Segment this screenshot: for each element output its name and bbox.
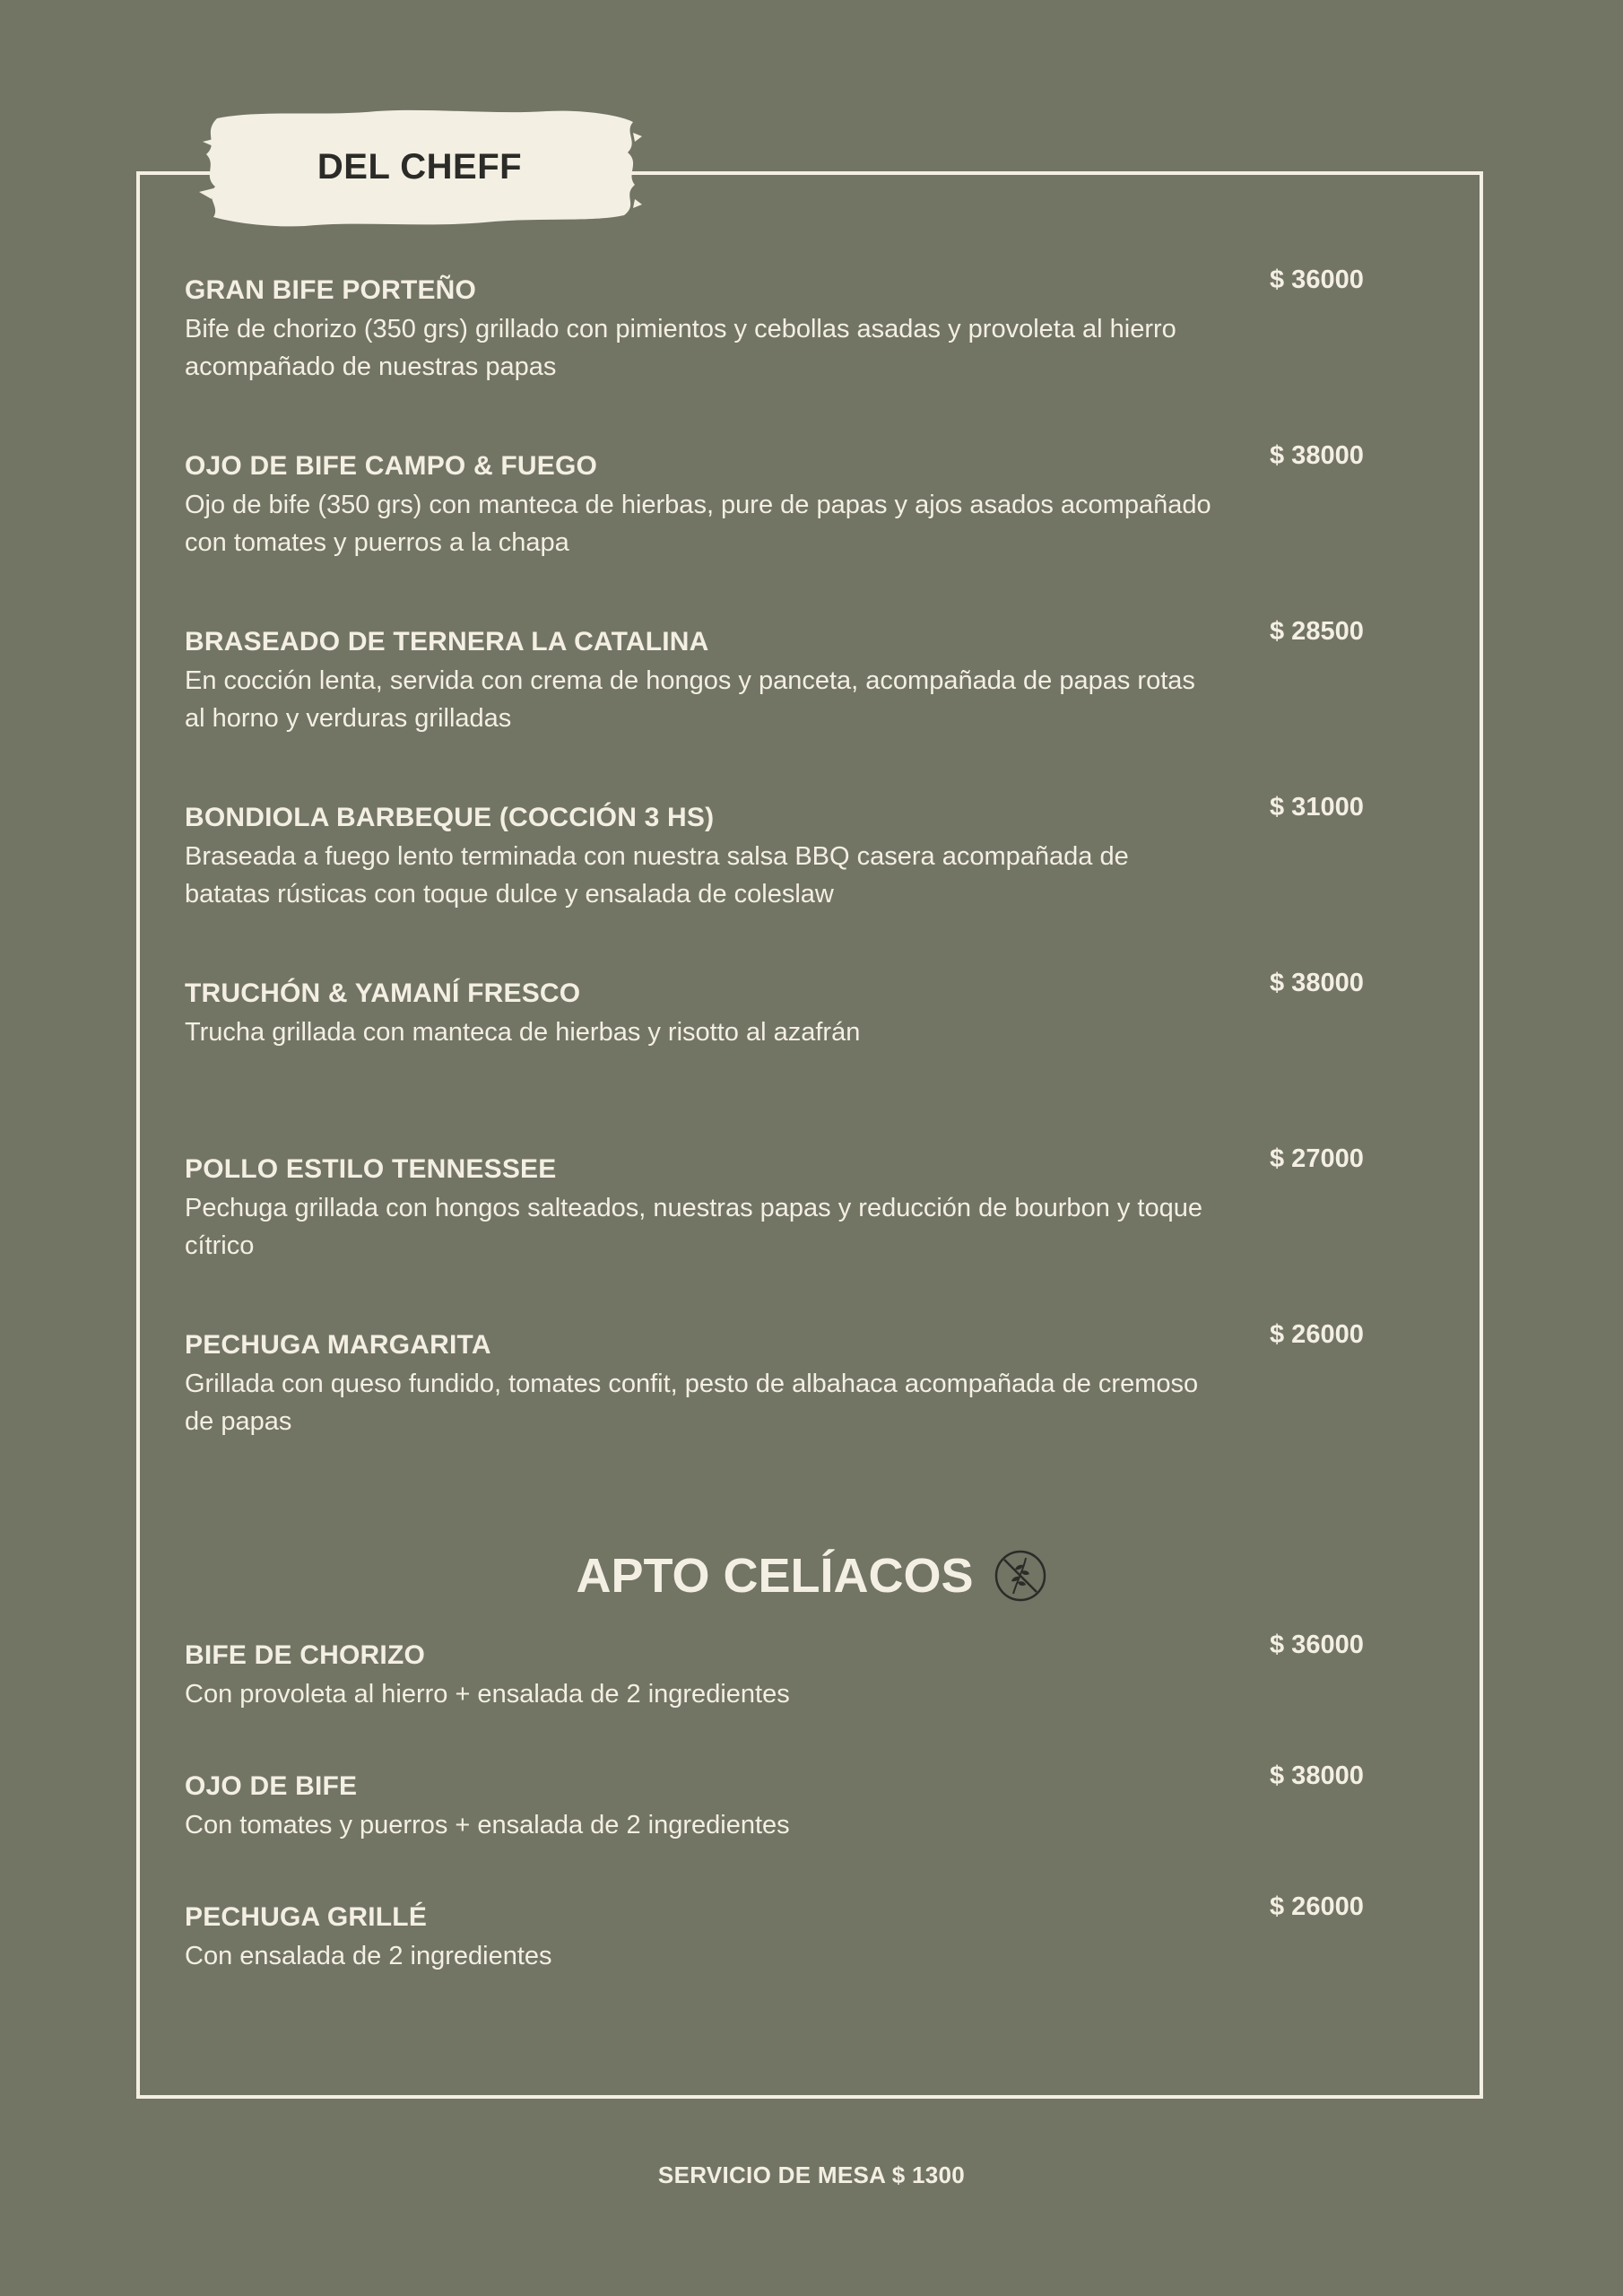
- item-description: En cocción lenta, servida con crema de hongos y panceta, acompañada de papas rotas al horno y verduras grilladas: [185, 666, 1195, 733]
- item-description: Con provoleta al hierro + ensalada de 2 ingredientes: [185, 1680, 790, 1709]
- menu-item: [185, 441, 1377, 561]
- item-description: Pechuga grillada con hongos salteados, nuestras papas y reducción de bourbon y toque cítrico: [185, 1194, 1203, 1260]
- item-name: OJO DE BIFE CAMPO & FUEGO: [185, 451, 598, 481]
- item-price: $ 27000: [1270, 1144, 1364, 1173]
- menu-item: [185, 1320, 1377, 1440]
- gluten-free-icon: [994, 1549, 1047, 1603]
- table-service-charge: SERVICIO DE MESA $ 1300: [657, 2161, 966, 2188]
- item-description: Con ensalada de 2 ingredientes: [185, 1942, 552, 1970]
- menu-item: [185, 1761, 1377, 1844]
- item-name: OJO DE BIFE: [185, 1771, 358, 1801]
- celiac-heading-text: APTO CELÍACOS: [576, 1548, 974, 1603]
- item-name: TRUCHÓN & YAMANÍ FRESCO: [185, 978, 581, 1008]
- menu-item: [185, 1144, 1377, 1265]
- menu-item: [185, 969, 1377, 1051]
- item-price: $ 38000: [1270, 441, 1364, 470]
- item-name: BRASEADO DE TERNERA LA CATALINA: [185, 627, 709, 657]
- item-name: PECHUGA MARGARITA: [185, 1330, 491, 1360]
- menu-item: [185, 617, 1377, 737]
- item-name: BIFE DE CHORIZO: [185, 1640, 426, 1670]
- menu-item: [185, 265, 1377, 386]
- section-title: DEL CHEFF: [317, 147, 523, 187]
- item-name: BONDIOLA BARBEQUE (COCCIÓN 3 HS): [185, 803, 715, 832]
- item-description: Ojo de bife (350 grs) con manteca de hierbas, pure de papas y ajos asados acompañado con tomates y puerros a la chapa: [185, 491, 1211, 557]
- section-header-badge: [197, 106, 642, 230]
- item-price: $ 38000: [1270, 969, 1364, 997]
- item-description: Bife de chorizo (350 grs) grillado con pimientos y cebollas asadas y provoleta al hierro acompañado de nuestras papas: [185, 315, 1176, 381]
- celiac-section-heading: [0, 1541, 1623, 1607]
- item-description: Braseada a fuego lento terminada con nuestra salsa BBQ casera acompañada de batatas rústicas con toque dulce y ensalada de coleslaw: [185, 842, 1129, 909]
- item-description: Grillada con queso fundido, tomates confit, pesto de albahaca acompañada de cremoso de papas: [185, 1370, 1199, 1436]
- item-name: PECHUGA GRILLÉ: [185, 1902, 428, 1932]
- item-price: $ 28500: [1270, 617, 1364, 646]
- item-price: $ 31000: [1270, 793, 1364, 822]
- item-price: $ 38000: [1270, 1761, 1364, 1790]
- item-price: $ 36000: [1270, 265, 1364, 294]
- menu-item: [185, 793, 1377, 913]
- item-description: Trucha grillada con manteca de hierbas y risotto al azafrán: [185, 1018, 861, 1047]
- item-name: POLLO ESTILO TENNESSEE: [185, 1154, 557, 1184]
- menu-item: [185, 1631, 1377, 1713]
- item-description: Con tomates y puerros + ensalada de 2 ingredientes: [185, 1811, 790, 1839]
- item-price: $ 26000: [1270, 1892, 1364, 1921]
- item-name: GRAN BIFE PORTEÑO: [185, 275, 477, 305]
- item-price: $ 36000: [1270, 1631, 1364, 1659]
- item-price: $ 26000: [1270, 1320, 1364, 1349]
- menu-item: [185, 1892, 1377, 1975]
